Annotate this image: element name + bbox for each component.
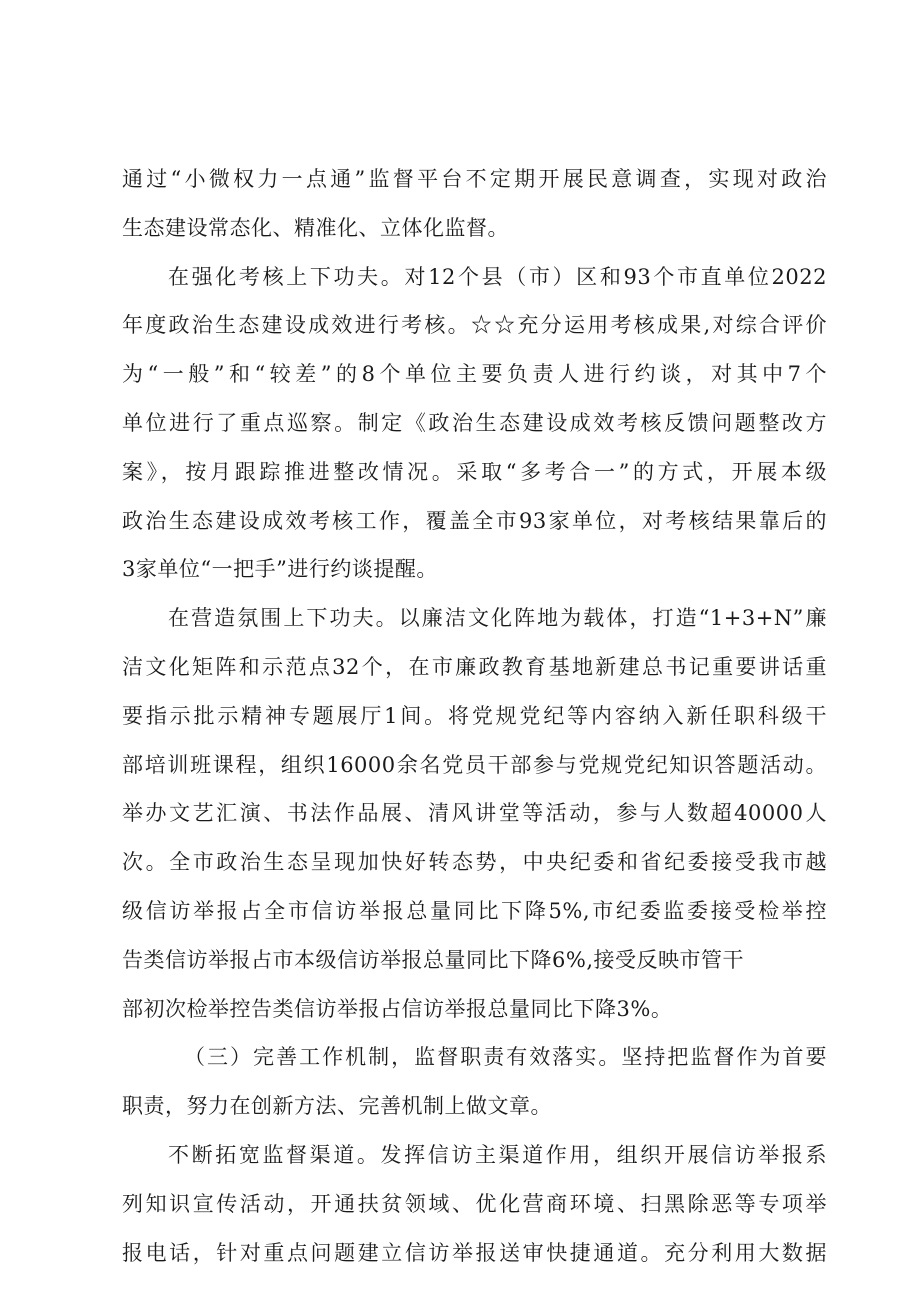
paragraph-line: 在营造氛围上下功夫。以廉洁文化阵地为载体，打造“1+3+N”廉 — [168, 606, 827, 631]
paragraph-line: 报电话，针对重点问题建立信访举报送审快捷通道。充分利用大数据 — [122, 1240, 827, 1265]
paragraph-line: 案》，按月跟踪推进整改情况。采取“多考合一”的方式，开展本级 — [122, 459, 827, 484]
paragraph-line: 单位进行了重点巡察。制定《政治生态建设成效考核反馈问题整改方 — [122, 410, 827, 435]
paragraph-line: 次。全市政治生态呈现加快好转态势，中央纪委和省纪委接受我市越 — [122, 850, 827, 875]
paragraph-line: 洁文化矩阵和示范点32个，在市廉政教育基地新建总书记重要讲话重 — [122, 654, 827, 679]
paragraph-line: 生态建设常态化、精准化、立体化监督。 — [122, 215, 509, 240]
paragraph-line: 3家单位“一把手”进行约谈提醒。 — [122, 557, 438, 582]
paragraph-line: 为“一般”和“较差”的8个单位主要负责人进行约谈，对其中7个 — [122, 362, 827, 387]
paragraph-line: 在强化考核上下功夫。对12个县（市）区和93个市直单位2022 — [168, 264, 827, 289]
paragraph-line: 级信访举报占全市信访举报总量同比下降5%,市纪委监委接受检举控 — [122, 898, 827, 923]
paragraph-line: 部培训班课程，组织16000余名党员干部参与党规党纪知识答题活动。 — [122, 752, 827, 777]
paragraph-line: 告类信访举报占市本级信访举报总量同比下降6%,接受反映市管干 — [122, 947, 744, 972]
paragraph-line: 列知识宣传活动，开通扶贫领域、优化营商环境、扫黑除恶等专项举 — [122, 1191, 827, 1216]
paragraph-line: 举办文艺汇演、书法作品展、清风讲堂等活动，参与人数超40000人 — [122, 801, 827, 826]
document-body — [122, 155, 827, 1277]
paragraph-line: 不断拓宽监督渠道。发挥信访主渠道作用，组织开展信访举报系 — [168, 1142, 827, 1167]
paragraph-line: 通过“小微权力一点通”监督平台不定期开展民意调查，实现对政治 — [122, 167, 827, 191]
paragraph-line: 要指示批示精神专题展厅1间。将党规党纪等内容纳入新任职科级干 — [122, 703, 827, 728]
section-heading-line: （三）完善工作机制，监督职责有效落实。坚持把监督作为首要 — [184, 1045, 827, 1070]
paragraph-line: 年度政治生态建设成效进行考核。☆☆充分运用考核成果,对综合评价 — [122, 313, 827, 338]
paragraph-line: 部初次检举控告类信访举报占信访举报总量同比下降3%。 — [122, 996, 673, 1021]
paragraph-line: 职责，努力在创新方法、完善机制上做文章。 — [122, 1094, 552, 1119]
paragraph-line: 政治生态建设成效考核工作，覆盖全市93家单位，对考核结果靠后的 — [122, 508, 827, 533]
